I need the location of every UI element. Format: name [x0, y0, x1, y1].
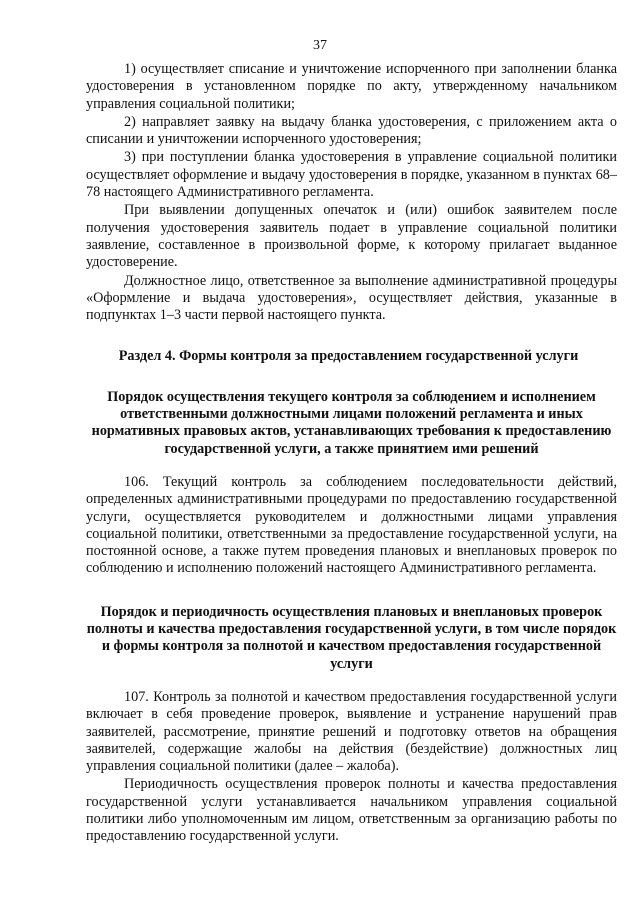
paragraph-typos: При выявлении допущенных опечаток и (или) ошибок заявителем после получения удостоверения заявитель подает в управление социальной политики заявление, составленное в произвольной форме, к которому прилагает выданное удостоверение.: [86, 202, 617, 271]
subheading-current-control: Порядок осуществления текущего контроля за соблюдением и исполнением ответственными должностными лицами положений регламента и иных нормативных правовых актов, устанавливающих требования к предоставлению государственной услуги, а также принятием ими решений: [91, 388, 612, 457]
page-number: 37: [313, 38, 327, 53]
paragraph-106: 106. Текущий контроль за соблюдением последовательности действий, определенных административными процедурами по предоставлению государственной услуги, осуществляется руководителем и должностными лицами управления социальной политики, ответственными за предоставление государственной услуги, на постоянной основе, а также путем проведения плановых и внеплановых проверок по соблюдению и исполнению положений настоящего Административного регламента.: [86, 473, 617, 577]
paragraph-item-1: 1) осуществляет списание и уничтожение испорченного при заполнении бланка удостоверения в установленном порядке по акту, утвержденному начальником управления социальной политики;: [86, 61, 617, 112]
paragraph-item-2: 2) направляет заявку на выдачу бланка удостоверения, с приложением акта о списании и уничтожении испорченного удостоверения;: [86, 113, 617, 148]
subheading-inspections: Порядок и периодичность осуществления плановых и внеплановых проверок полноты и качества предоставления государственной услуги, в том числе порядок и формы контроля за полнотой и качеством предоставления государственной услуги: [86, 603, 617, 672]
paragraph-responsible-official: Должностное лицо, ответственное за выполнение административной процедуры «Оформление и выдача удостоверения», осуществляет действия, указанные в подпунктах 1–3 части первой настоящего пункта.: [86, 272, 617, 324]
paragraph-item-3: 3) при поступлении бланка удостоверения в управление социальной политики осуществляет оформление и выдачу удостоверения в порядке, указанном в пунктах 68–78 настоящего Административного регламента.: [86, 149, 617, 201]
paragraph-periodicity: Периодичность осуществления проверок полноты и качества предоставления государственной услуги устанавливается начальником управления социальной политики либо уполномоченным им лицом, ответственным за организацию работы по предоставлению государственной услуги.: [86, 776, 617, 845]
paragraph-107: 107. Контроль за полнотой и качеством предоставления государственной услуги включает в себя проведение проверок, выявление и устранение нарушений прав заявителей, рассмотрение, принятие решений и подготовку ответов на обращения заявителей, содержащие жалобы на действия (бездействие) должностных лиц управления социальной политики (далее – жалоба).: [86, 688, 617, 775]
document-body: [86, 61, 617, 847]
section-heading: Раздел 4. Формы контроля за предоставлением государственной услуги: [118, 348, 579, 365]
